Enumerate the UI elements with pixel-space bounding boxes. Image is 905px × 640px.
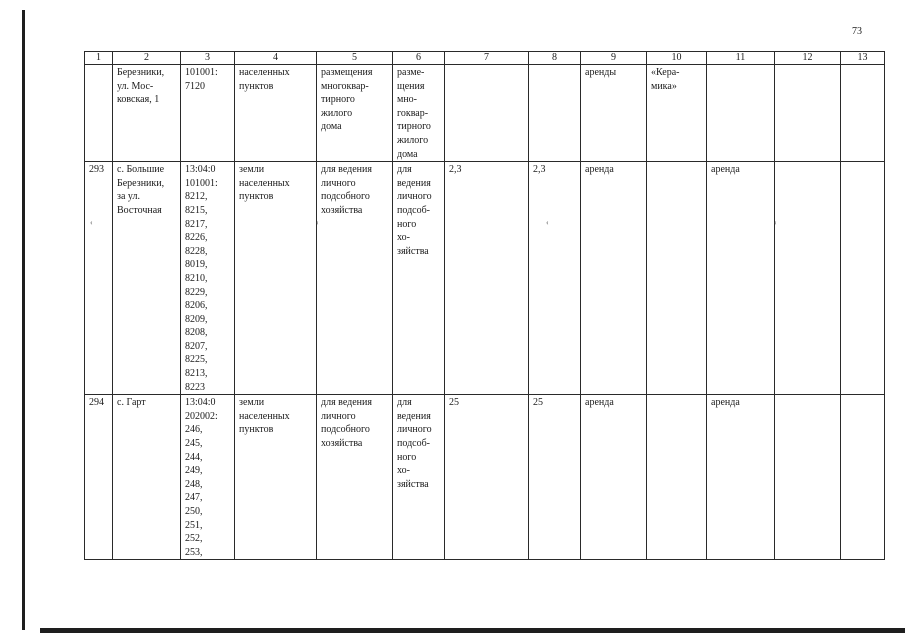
table-cell: «Кера- мика»: [647, 65, 707, 162]
scan-mark: ‹: [774, 218, 777, 227]
scan-edge-bottom: [40, 628, 905, 633]
column-header: 7: [445, 52, 529, 65]
column-header: 6: [393, 52, 445, 65]
page-number: 73: [852, 26, 862, 37]
table-cell: 13:04:0 101001: 8212, 8215, 8217, 8226, 8228, 8019, 8210, 8229, 8206, 8209, 8208, 8207, 8225, 8213, 8223: [181, 162, 235, 395]
column-header: 4: [235, 52, 317, 65]
table-cell: аренда: [707, 395, 775, 560]
table-cell: 25: [529, 395, 581, 560]
table-cell: [841, 395, 885, 560]
scan-edge-left: [22, 10, 25, 630]
column-header: 12: [775, 52, 841, 65]
column-header: 9: [581, 52, 647, 65]
table-cell: аренды: [581, 65, 647, 162]
table-cell: [647, 162, 707, 395]
table-cell: 293: [85, 162, 113, 395]
table-row: [85, 162, 885, 395]
table-cell: [85, 65, 113, 162]
column-header: 2: [113, 52, 181, 65]
table-cell: [445, 65, 529, 162]
column-header: 8: [529, 52, 581, 65]
table-cell: для ведения личного подсоб- ного хо- зяйства: [393, 395, 445, 560]
table-cell: Березники, ул. Мос- ковская, 1: [113, 65, 181, 162]
table-cell: аренда: [581, 162, 647, 395]
scan-mark: ‹: [546, 218, 549, 227]
table-cell: с. Большие Березники, за ул. Восточная: [113, 162, 181, 395]
column-header: 1: [85, 52, 113, 65]
scan-mark: ‹: [90, 218, 93, 227]
table-cell: размещения многоквар- тирного жилого дома: [317, 65, 393, 162]
column-header: 11: [707, 52, 775, 65]
table-row: [85, 65, 885, 162]
table-cell: [841, 65, 885, 162]
table-cell: с. Гарт: [113, 395, 181, 560]
table-cell: [707, 65, 775, 162]
table-cell: 101001: 7120: [181, 65, 235, 162]
table-cell: для ведения личного подсобного хозяйства: [317, 162, 393, 395]
table-cell: [841, 162, 885, 395]
table-cell: [647, 395, 707, 560]
table-cell: для ведения личного подсоб- ного хо- зяйства: [393, 162, 445, 395]
column-header: 10: [647, 52, 707, 65]
table-cell: земли населенных пунктов: [235, 162, 317, 395]
table-cell: населенных пунктов: [235, 65, 317, 162]
table-cell: 13:04:0 202002: 246, 245, 244, 249, 248, 247, 250, 251, 252, 253,: [181, 395, 235, 560]
table-cell: разме- щения мно- гоквар- тирного жилого дома: [393, 65, 445, 162]
column-header: 5: [317, 52, 393, 65]
table-cell: 2,3: [529, 162, 581, 395]
header-row: [85, 52, 885, 65]
table-cell: [775, 65, 841, 162]
table-cell: аренда: [707, 162, 775, 395]
table-row: [85, 395, 885, 560]
scan-mark: ‹: [316, 218, 319, 227]
column-header: 3: [181, 52, 235, 65]
table-cell: 2,3: [445, 162, 529, 395]
table-cell: 25: [445, 395, 529, 560]
table-cell: 294: [85, 395, 113, 560]
table-cell: [529, 65, 581, 162]
table-cell: аренда: [581, 395, 647, 560]
table-cell: [775, 395, 841, 560]
table-cell: земли населенных пунктов: [235, 395, 317, 560]
land-registry-table: [84, 51, 885, 560]
table-cell: для ведения личного подсобного хозяйства: [317, 395, 393, 560]
table-cell: [775, 162, 841, 395]
column-header: 13: [841, 52, 885, 65]
